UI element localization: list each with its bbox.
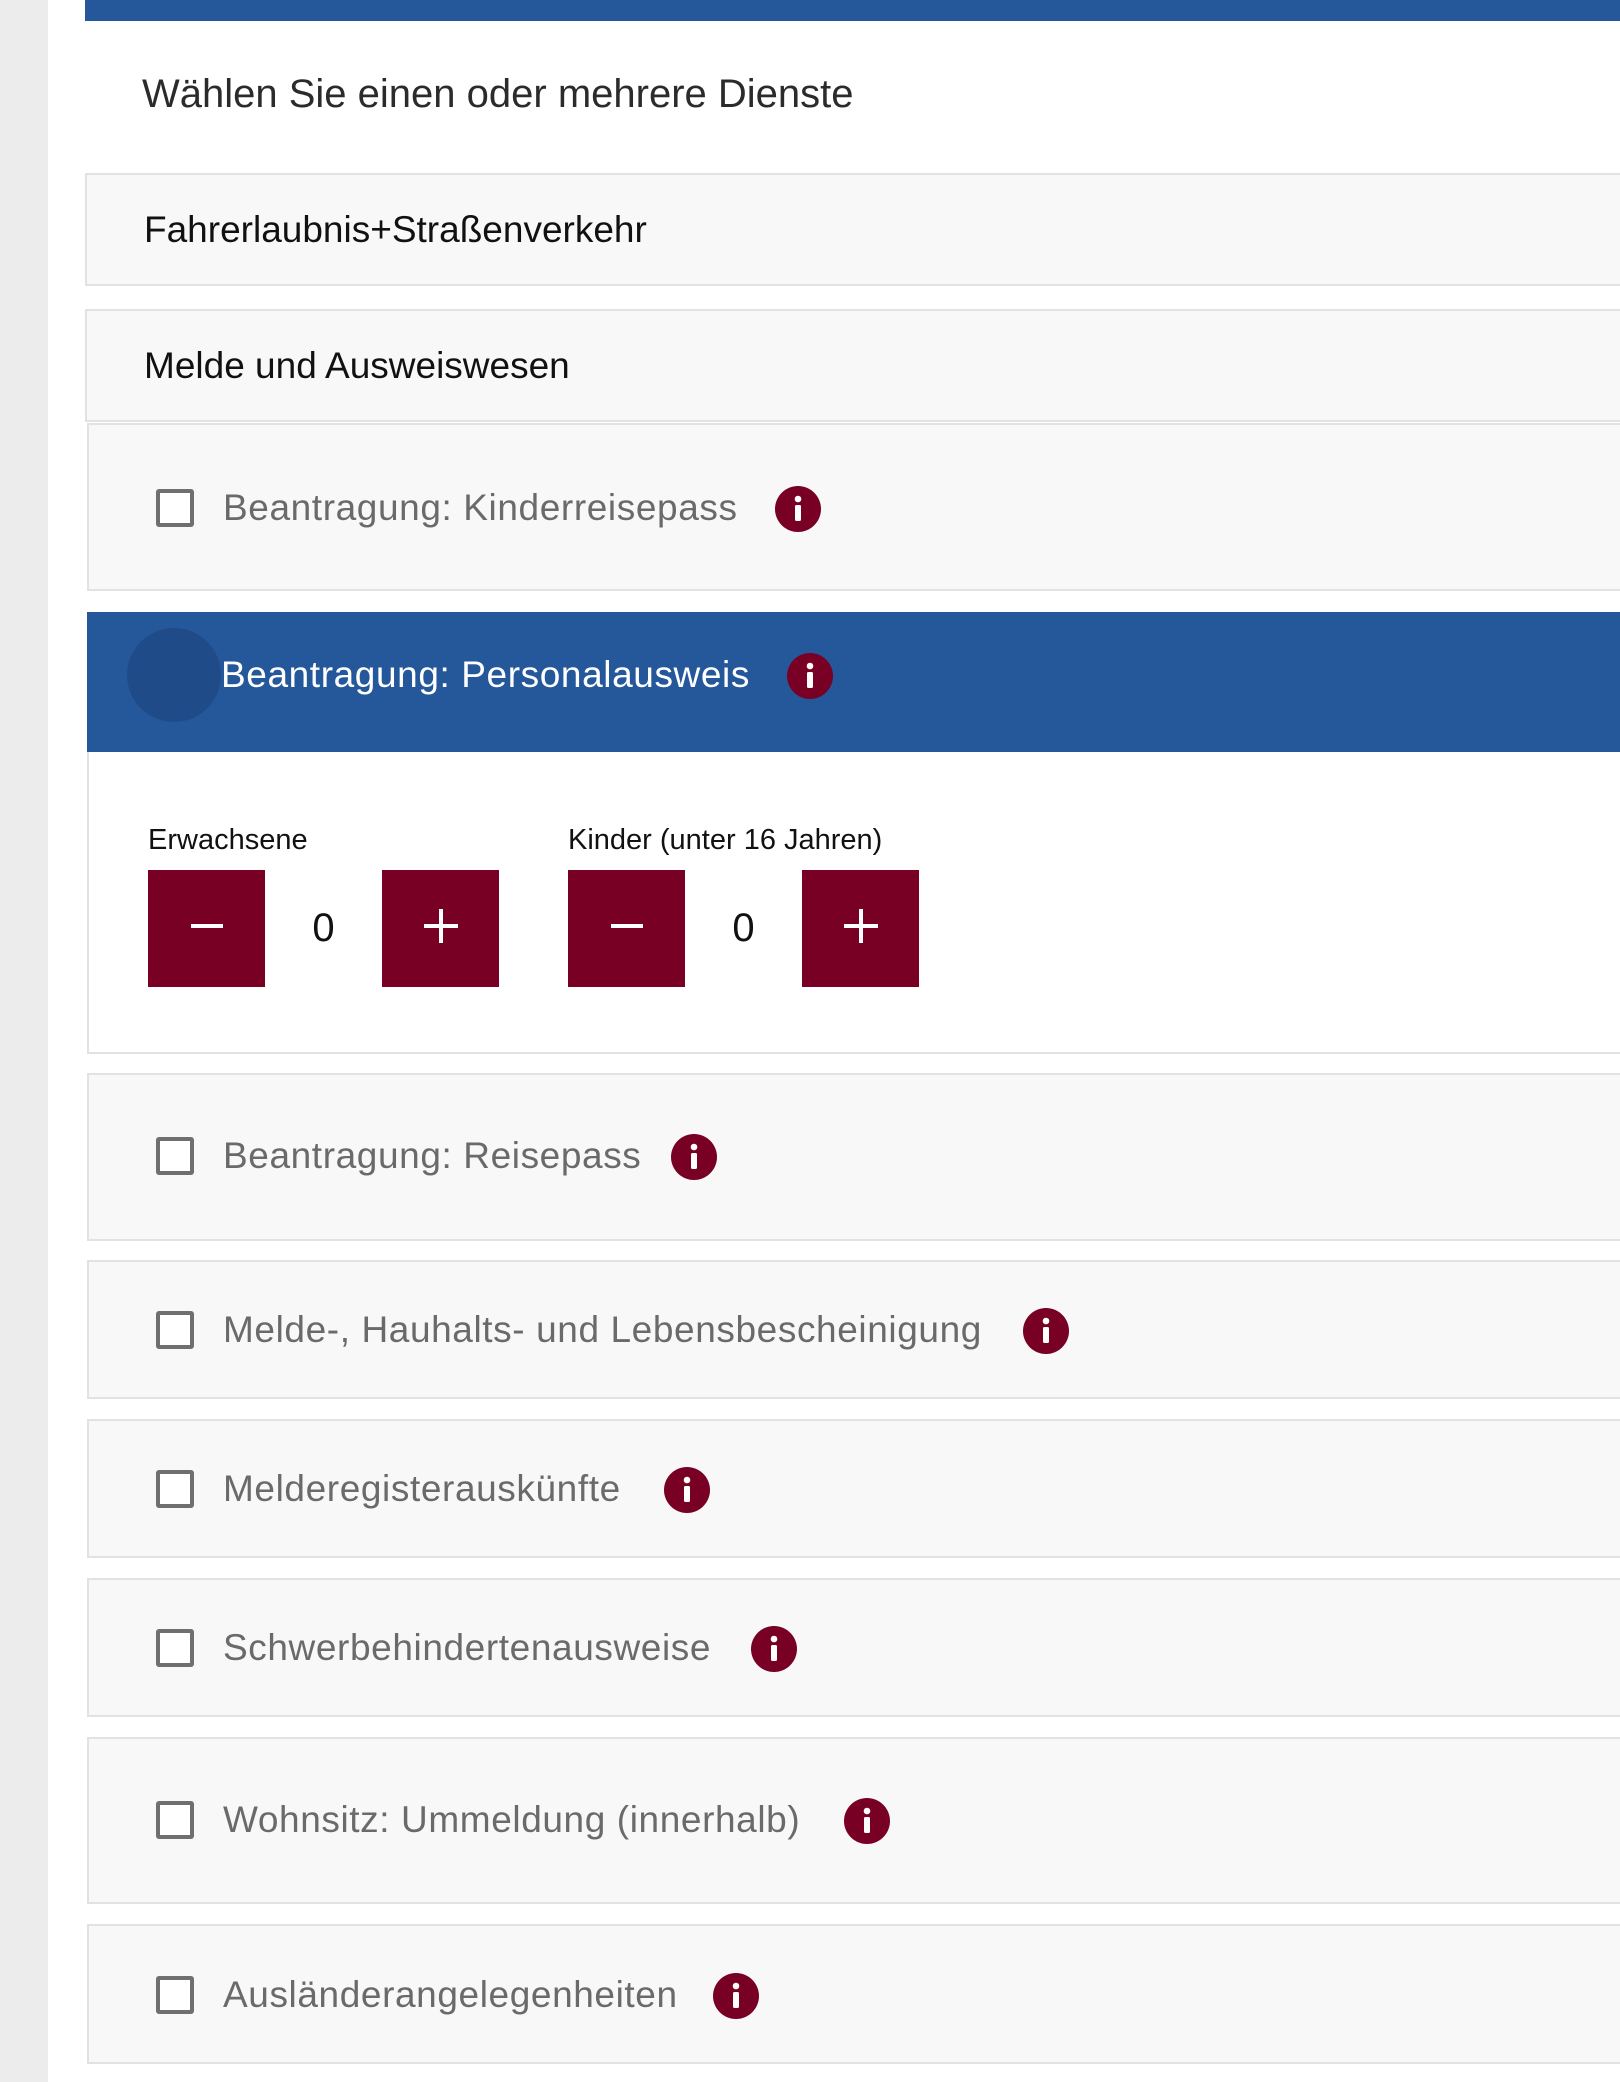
- checkbox[interactable]: [156, 1311, 194, 1349]
- checkbox[interactable]: [156, 1801, 194, 1839]
- minus-button[interactable]: [148, 870, 265, 987]
- info-icon[interactable]: [713, 1973, 759, 2019]
- service-item-melderegisterauskuenfte[interactable]: [87, 1419, 1620, 1558]
- info-icon[interactable]: [664, 1467, 710, 1513]
- category-melde-und-ausweiswesen[interactable]: [85, 309, 1620, 422]
- children-quantity-input[interactable]: 0: [685, 875, 802, 982]
- checkbox-ripple[interactable]: [127, 628, 221, 722]
- service-label: Melde-, Hauhalts- und Lebensbescheinigung: [223, 1309, 982, 1350]
- service-label: Wohnsitz: Ummeldung (innerhalb): [223, 1799, 801, 1840]
- plus-icon: [422, 907, 460, 950]
- category-label: Melde und Ausweiswesen: [144, 345, 570, 386]
- service-item-personalausweis-selected[interactable]: [87, 612, 1620, 752]
- service-label: Schwerbehindertenausweise: [223, 1627, 712, 1668]
- info-icon[interactable]: [787, 653, 833, 699]
- checkbox[interactable]: [156, 1629, 194, 1667]
- service-selection-panel: [85, 0, 1620, 2082]
- category-label: Fahrerlaubnis+Straßenverkehr: [144, 209, 647, 250]
- info-icon[interactable]: [751, 1626, 797, 1672]
- minus-button[interactable]: [568, 870, 685, 987]
- service-item-auslaenderangelegenheiten[interactable]: [87, 1924, 1620, 2064]
- left-gutter: [0, 0, 48, 2082]
- service-label: Beantragung: Reisepass: [223, 1135, 642, 1176]
- service-item-reisepass[interactable]: [87, 1073, 1620, 1241]
- checkbox[interactable]: [156, 1976, 194, 2014]
- service-item-wohnsitz-ummeldung[interactable]: [87, 1737, 1620, 1904]
- checkbox[interactable]: [156, 1470, 194, 1508]
- service-label: Beantragung: Kinderreisepass: [223, 487, 738, 528]
- top-accent-bar: [85, 0, 1620, 21]
- children-label: Kinder (unter 16 Jahren): [568, 824, 883, 856]
- info-icon[interactable]: [775, 486, 821, 532]
- minus-icon: [189, 908, 225, 949]
- service-label: Melderegisterauskünfte: [223, 1468, 621, 1509]
- minus-icon: [609, 908, 645, 949]
- children-stepper: [568, 870, 919, 987]
- personalausweis-quantity-panel: [87, 752, 1620, 1054]
- plus-icon: [842, 907, 880, 950]
- service-item-meldebescheinigung[interactable]: [87, 1260, 1620, 1399]
- info-icon[interactable]: [1023, 1308, 1069, 1354]
- category-fahrerlaubnis[interactable]: [85, 173, 1620, 286]
- adults-label: Erwachsene: [148, 824, 308, 856]
- checkbox[interactable]: [156, 1137, 194, 1175]
- service-item-schwerbehindertenausweise[interactable]: [87, 1578, 1620, 1717]
- plus-button[interactable]: [802, 870, 919, 987]
- service-label: Beantragung: Personalausweis: [221, 654, 750, 695]
- plus-button[interactable]: [382, 870, 499, 987]
- service-label: Ausländerangelegenheiten: [223, 1974, 678, 2015]
- service-item-kinderreisepass[interactable]: [87, 423, 1620, 591]
- adults-quantity-input[interactable]: 0: [265, 875, 382, 982]
- page-heading: Wählen Sie einen oder mehrere Dienste: [142, 72, 854, 116]
- checkbox[interactable]: [156, 489, 194, 527]
- info-icon[interactable]: [671, 1134, 717, 1180]
- info-icon[interactable]: [844, 1798, 890, 1844]
- adults-stepper: [148, 870, 499, 987]
